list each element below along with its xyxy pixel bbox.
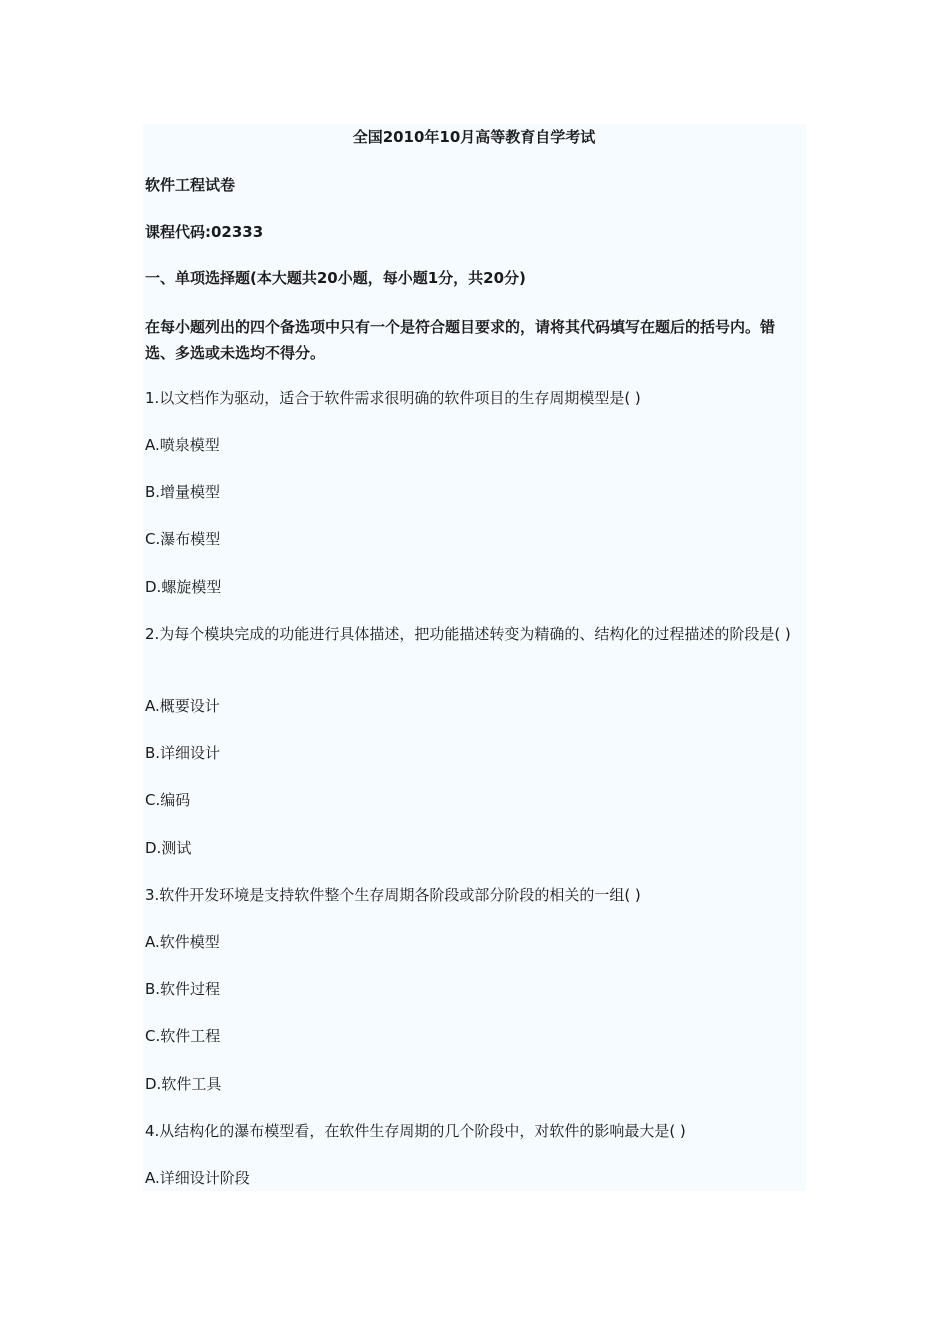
question-3-option-a: A.软件模型 xyxy=(145,933,220,951)
question-1-option-d: D.螺旋模型 xyxy=(145,578,222,596)
question-1-stem: 1.以文档作为驱动，适合于软件需求很明确的软件项目的生存周期模型是( ) xyxy=(145,389,641,407)
question-2-option-b: B.详细设计 xyxy=(145,744,221,762)
question-1-option-b: B.增量模型 xyxy=(145,483,221,501)
course-code: 课程代码:02333 xyxy=(145,223,264,241)
exam-subject: 软件工程试卷 xyxy=(145,176,236,194)
question-2-option-c: C.编码 xyxy=(145,791,191,809)
instructions: 在每小题列出的四个备选项中只有一个是符合题目要求的，请将其代码填写在题后的括号内。错选、多选或未选均不得分。 xyxy=(145,318,776,362)
question-3-option-c: C.软件工程 xyxy=(145,1027,221,1045)
question-1-option-c: C.瀑布模型 xyxy=(145,530,221,548)
section-header: 一、单项选择题(本大题共20小题，每小题1分，共20分) xyxy=(145,269,526,287)
question-3-option-d: D.软件工具 xyxy=(145,1075,222,1093)
question-2-option-d: D.测试 xyxy=(145,839,192,857)
question-2-option-a: A.概要设计 xyxy=(145,697,220,715)
question-4-stem: 4.从结构化的瀑布模型看，在软件生存周期的几个阶段中，对软件的影响最大是( ) xyxy=(145,1122,686,1140)
question-3-stem: 3.软件开发环境是支持软件整个生存周期各阶段或部分阶段的相关的一组( ) xyxy=(145,886,641,904)
question-1-option-a: A.喷泉模型 xyxy=(145,436,220,454)
question-3-option-b: B.软件过程 xyxy=(145,980,221,998)
question-2-stem: 2.为每个模块完成的功能进行具体描述，把功能描述转变为精确的、结构化的过程描述的阶段是( ) xyxy=(145,625,791,643)
question-4-option-a: A.详细设计阶段 xyxy=(145,1169,250,1187)
exam-title: 全国2010年10月高等教育自学考试 xyxy=(352,128,596,146)
